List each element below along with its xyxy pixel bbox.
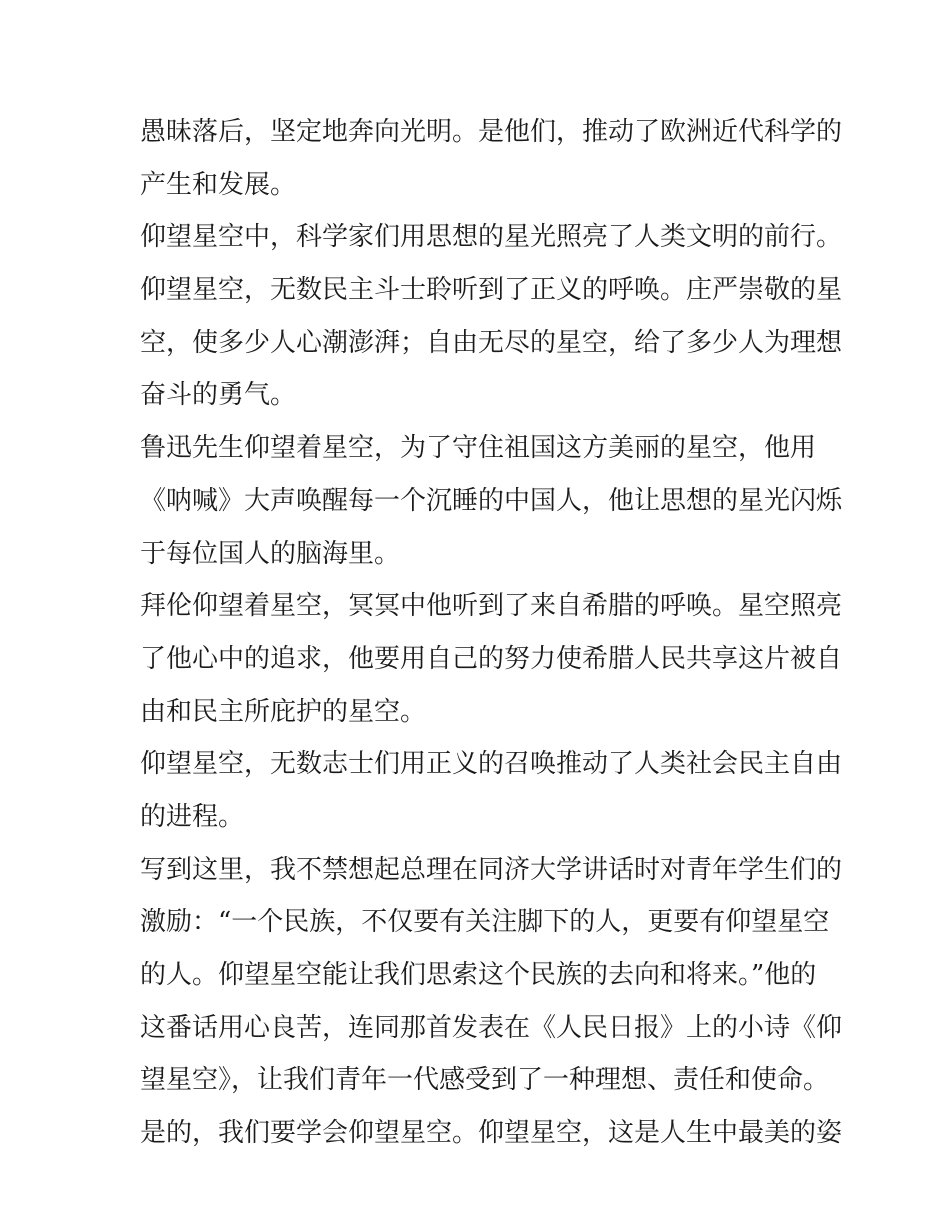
text-line: 拜伦仰望着星空，冥冥中他听到了来自希腊的呼唤。星空照亮 bbox=[140, 591, 843, 622]
text-line: 望星空》，让我们青年一代感受到了一种理想、责任和使命。 bbox=[140, 1065, 830, 1096]
body-text bbox=[140, 106, 843, 1160]
text-line: 产生和发展。 bbox=[140, 169, 297, 200]
text-line: 仰望星空，无数民主斗士聆听到了正义的呼唤。庄严崇敬的星 bbox=[140, 275, 843, 306]
text-line: 激励：“一个民族，不仅要有关注脚下的人，更要有仰望星空 bbox=[140, 907, 830, 938]
text-line: 写到这里，我不禁想起总理在同济大学讲话时对青年学生们的 bbox=[140, 854, 843, 885]
text-line: 的人。仰望星空能让我们思索这个民族的去向和将来。”他的 bbox=[140, 960, 817, 990]
text-line: 了他心中的追求，他要用自己的努力使希腊人民共享这片被自 bbox=[140, 643, 843, 674]
text-line: 空，使多少人心潮澎湃；自由无尽的星空，给了多少人为理想 bbox=[140, 327, 843, 358]
text-line: 仰望星空，无数志士们用正义的召唤推动了人类社会民主自由 bbox=[140, 749, 843, 780]
text-line: 这番话用心良苦，连同那首发表在《人民日报》上的小诗《仰 bbox=[140, 1012, 843, 1043]
text-line: 《呐喊》大声唤醒每一个沉睡的中国人，他让思想的星光闪烁 bbox=[140, 485, 843, 516]
text-line: 是的，我们要学会仰望星空。仰望星空，这是人生中最美的姿 bbox=[140, 1118, 843, 1149]
text-line: 于每位国人的脑海里。 bbox=[140, 538, 401, 569]
text-line: 愚昧落后，坚定地奔向光明。是他们，推动了欧洲近代科学的 bbox=[140, 117, 843, 147]
text-line: 仰望星空中，科学家们用思想的星光照亮了人类文明的前行。 bbox=[140, 222, 843, 253]
text-line: 鲁迅先生仰望着星空，为了守住祖国这方美丽的星空，他用 bbox=[140, 433, 817, 464]
text-line: 奋斗的勇气。 bbox=[140, 380, 297, 411]
text-line: 由和民主所庇护的星空。 bbox=[140, 696, 427, 727]
text-line: 的进程。 bbox=[140, 801, 245, 832]
